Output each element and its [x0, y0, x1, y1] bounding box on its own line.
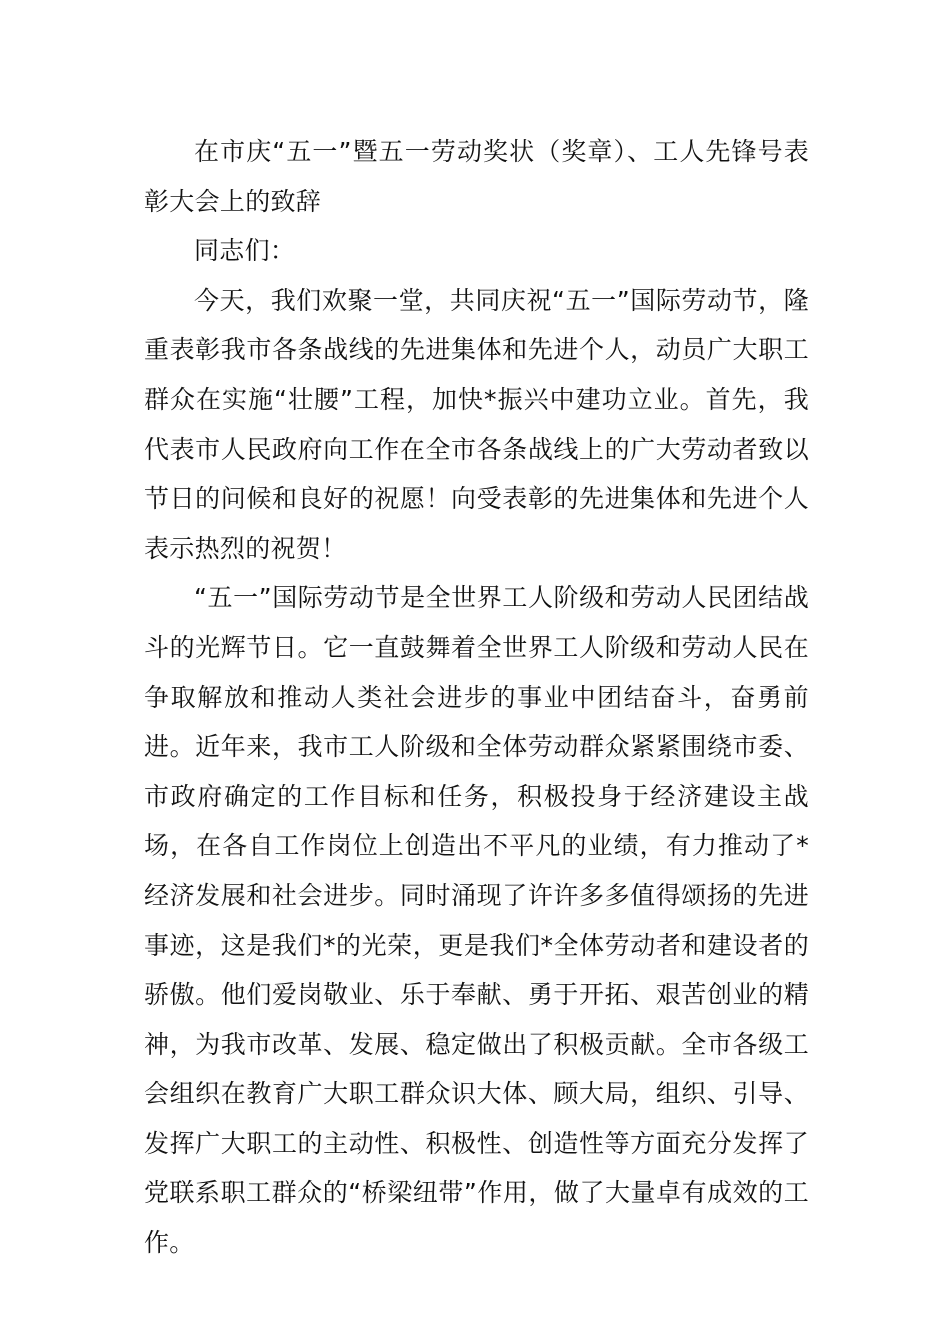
document-body	[144, 127, 809, 1268]
document-title: 在市庆“五一”暨五一劳动奖状（奖章）、工人先锋号表彰大会上的致辞	[144, 137, 809, 216]
paragraph-may-day: “五一”国际劳动节是全世界工人阶级和劳动人民团结战斗的光辉节日。它一直鼓舞着全世界工人阶级和劳动人民在争取解放和推动人类社会进步的事业中团结奋斗，奋勇前进。近年来，我市工人阶级和全体劳动群众紧紧围绕市委、市政府确定的工作目标和任务，积极投身于经济建设主战场，在各自工作岗位上创造出不平凡的业绩，有力推动了*经济发展和社会进步。同时涌现了许许多多值得颂扬的先进事迹，这是我们*的光荣，更是我们*全体劳动者和建设者的骄傲。他们爱岗敬业、乐于奉献、勇于开拓、艰苦创业的精神，为我市改革、发展、稳定做出了积极贡献。全市各级工会组织在教育广大职工群众识大体、顾大局，组织、引导、发挥广大职工的主动性、积极性、创造性等方面充分发挥了党联系职工群众的“桥梁纽带”作用，做了大量卓有成效的工作。	[144, 583, 809, 1258]
paragraph-opening: 今天，我们欢聚一堂，共同庆祝“五一”国际劳动节，隆重表彰我市各条战线的先进集体和先进个人，动员广大职工群众在实施“壮腰”工程，加快*振兴中建功立业。首先，我代表市人民政府向工作在全市各条战线上的广大劳动者致以节日的问候和良好的祝愿！向受表彰的先进集体和先进个人表示热烈的祝贺！	[144, 285, 809, 563]
salutation: 同志们：	[194, 236, 296, 266]
